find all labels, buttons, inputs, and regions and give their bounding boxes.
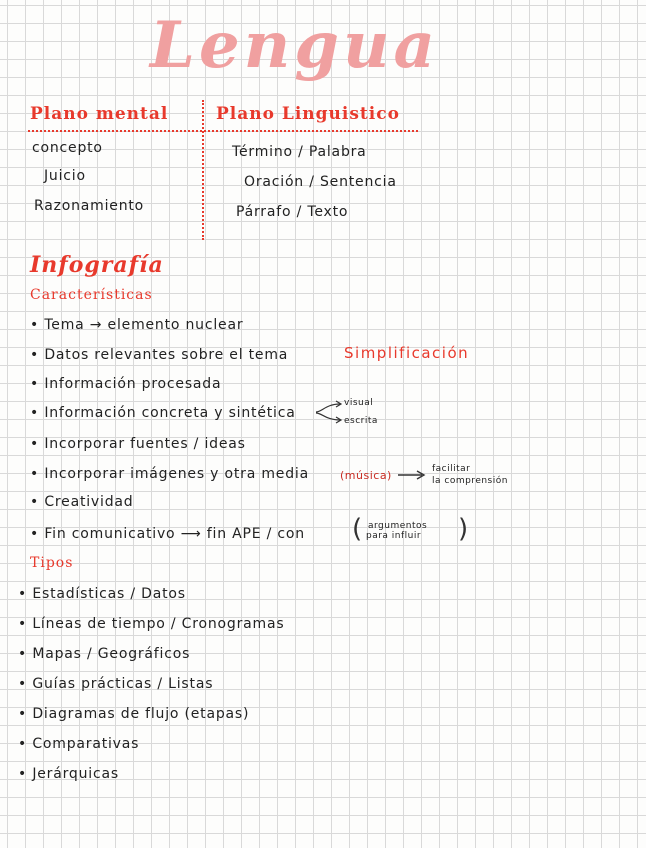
list-item-text: Creatividad <box>44 494 134 510</box>
list-item-text: Incorporar fuentes / ideas <box>44 436 246 452</box>
list-item-text: Diagramas de flujo (etapas) <box>32 706 250 722</box>
list-item-text: Comparativas <box>32 736 140 752</box>
list-item <box>30 466 309 482</box>
list-item <box>18 646 190 662</box>
header-plano-linguistico: Plano Linguistico <box>216 104 400 124</box>
list-item-text: Estadísticas / Datos <box>32 586 186 602</box>
list-item <box>18 766 119 782</box>
bullet-icon: • <box>30 494 40 510</box>
section-heading-infografia: Infografía <box>30 252 164 278</box>
bullet-icon: • <box>30 347 40 363</box>
list-item <box>30 494 133 510</box>
list-item <box>30 526 305 542</box>
list-item-text: Mapas / Geográficos <box>32 646 191 662</box>
bullet-icon: • <box>18 586 28 602</box>
bullet-icon: • <box>30 405 40 421</box>
list-item <box>18 676 213 692</box>
note-visual: visual <box>344 398 374 408</box>
list-item <box>18 706 249 722</box>
header-plano-mental: Plano mental <box>30 104 169 124</box>
list-item <box>30 405 296 421</box>
paren-open: ( <box>352 514 363 544</box>
bullet-icon: • <box>18 646 28 662</box>
bullet-icon: • <box>18 766 28 782</box>
table-divider-vertical <box>202 100 204 240</box>
bullet-icon: • <box>30 317 40 333</box>
note-simplificacion: Simplificación <box>344 344 470 362</box>
bullet-icon: • <box>30 376 40 392</box>
bullet-icon: • <box>18 706 28 722</box>
list-item <box>30 436 246 452</box>
list-item <box>30 317 243 333</box>
table-cell-right: Párrafo / Texto <box>236 204 349 220</box>
paren-close: ) <box>458 514 469 544</box>
table-cell-right: Término / Palabra <box>232 144 367 160</box>
list-item-text: Jerárquicas <box>32 766 119 782</box>
note-musica: (música) <box>340 469 392 482</box>
subheading-caracteristicas: Características <box>30 287 153 303</box>
bullet-icon: • <box>30 436 40 452</box>
list-item <box>18 586 186 602</box>
bullet-icon: • <box>30 466 40 482</box>
list-item <box>30 347 288 363</box>
note-comprension: la comprensión <box>432 476 508 486</box>
list-item-text: Incorporar imágenes y otra media <box>44 466 309 482</box>
table-cell-left: Razonamiento <box>34 198 145 214</box>
list-item <box>30 376 221 392</box>
list-item-text: Datos relevantes sobre el tema <box>44 347 289 363</box>
bullet-icon: • <box>30 526 40 542</box>
list-item-text: Información procesada <box>44 376 222 392</box>
page-title: Lengua <box>150 8 439 83</box>
table-cell-left: concepto <box>32 140 103 156</box>
arrow-right-icon <box>396 467 428 481</box>
note-para-influir: para influir <box>366 531 422 541</box>
note-facilitar: facilitar <box>432 464 471 474</box>
list-item-text: Información concreta y sintética <box>44 405 296 421</box>
branch-arrows-icon <box>314 398 344 428</box>
note-argumentos: argumentos <box>368 521 428 531</box>
list-item-text: Líneas de tiempo / Cronogramas <box>32 616 285 632</box>
list-item <box>18 616 284 632</box>
bullet-icon: • <box>18 616 28 632</box>
table-cell-right: Oración / Sentencia <box>244 174 397 190</box>
note-escrita: escrita <box>344 416 378 426</box>
table-divider-horizontal <box>28 130 418 132</box>
list-item-text: Tema → elemento nuclear <box>44 317 244 333</box>
bullet-icon: • <box>18 676 28 692</box>
subheading-tipos: Tipos <box>30 555 74 571</box>
bullet-icon: • <box>18 736 28 752</box>
list-item-text: Guías prácticas / Listas <box>32 676 214 692</box>
table-cell-left: Juicio <box>44 168 86 184</box>
list-item-text: Fin comunicativo ⟶ fin APE / con <box>44 526 305 542</box>
list-item <box>18 736 139 752</box>
